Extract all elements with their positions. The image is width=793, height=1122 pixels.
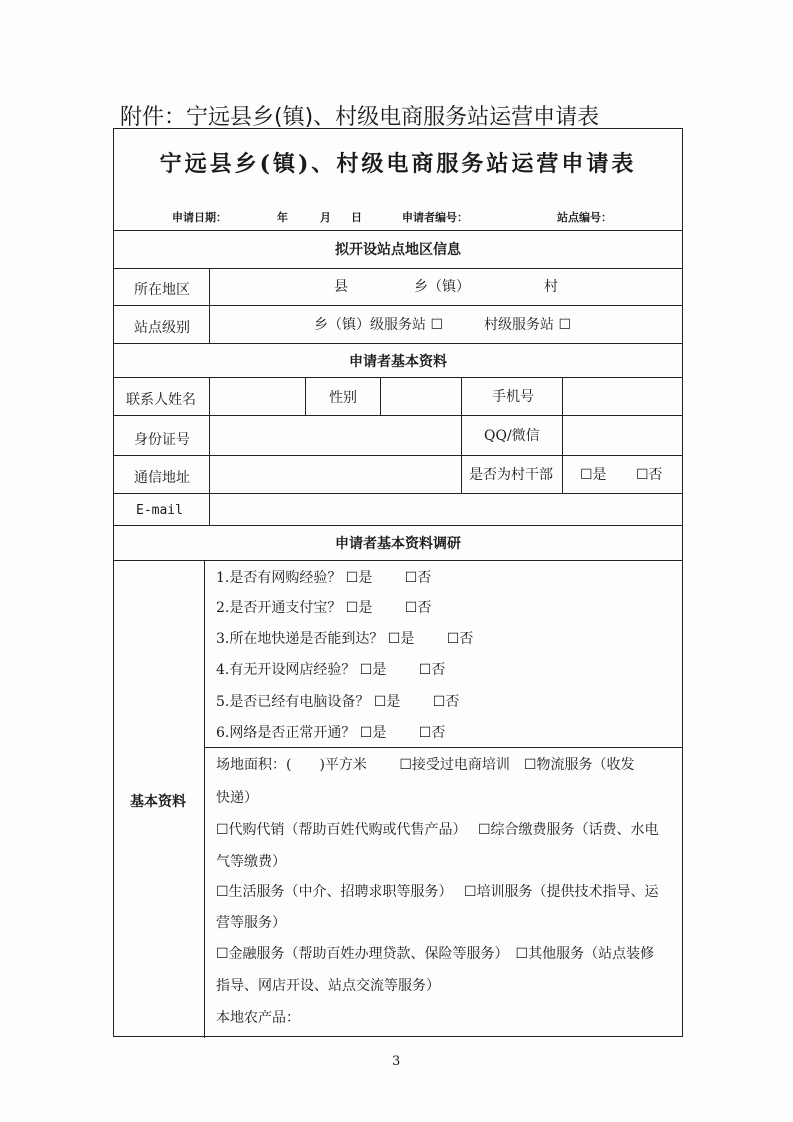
station-number-label: 站点编号：: [557, 211, 612, 224]
service-option-line[interactable]: 场地面积：( )平方米 ☐接受过电商培训 ☐物流服务（收发: [216, 757, 635, 773]
attachment-heading: 附件：宁远县乡(镇)、村级电商服务站运营申请表: [120, 105, 600, 130]
level-label: 站点级别: [134, 320, 190, 336]
region-label: 所在地区: [134, 282, 190, 298]
cadre-yes-checkbox[interactable]: ☐是: [580, 467, 607, 483]
cadre-no-checkbox[interactable]: ☐否: [636, 467, 663, 483]
section-site-info-title: 拟开设站点地区信息: [335, 242, 461, 258]
survey-question[interactable]: 1.是否有网购经验？ ☐是 ☐否: [216, 570, 432, 586]
applicant-number-label: 申请者编号：: [402, 211, 468, 224]
service-option-line[interactable]: ☐生活服务（中介、招聘求职等服务） ☐培训服务（提供技术指导、运: [216, 884, 659, 900]
village-field[interactable]: 村: [544, 279, 558, 295]
qq-label: QQ/微信: [484, 428, 540, 444]
section-survey-title: 申请者基本资料调研: [335, 536, 461, 552]
form-title: 宁远县乡(镇)、村级电商服务站运营申请表: [159, 151, 637, 177]
service-option-line: 指导、网店开设、站点交流等服务）: [216, 978, 440, 994]
phone-label: 手机号: [492, 389, 534, 405]
local-produce-field[interactable]: 本地农产品：: [216, 1010, 300, 1026]
day-label: 日: [351, 211, 362, 224]
cadre-label: 是否为村干部: [469, 467, 553, 483]
name-label: 联系人姓名: [126, 392, 196, 408]
basic-info-label: 基本资料: [130, 794, 186, 810]
service-option-line: 快递）: [216, 790, 258, 806]
page-number: 3: [392, 1054, 401, 1069]
month-label: 月: [320, 211, 331, 224]
survey-question[interactable]: 4.有无开设网店经验？ ☐是 ☐否: [216, 662, 446, 678]
survey-question[interactable]: 5.是否已经有电脑设备？ ☐是 ☐否: [216, 694, 460, 710]
survey-question[interactable]: 2.是否开通支付宝？ ☐是 ☐否: [216, 600, 432, 616]
section-applicant-title: 申请者基本资料: [349, 354, 447, 370]
level-town-checkbox[interactable]: 乡（镇）级服务站 ☐: [314, 317, 444, 333]
email-label: E-mail: [136, 503, 183, 518]
township-field[interactable]: 乡（镇）: [414, 279, 470, 295]
service-option-line: 气等缴费）: [216, 854, 286, 870]
level-village-checkbox[interactable]: 村级服务站 ☐: [484, 317, 572, 333]
gender-label: 性别: [329, 390, 357, 406]
county-field[interactable]: 县: [334, 279, 348, 295]
date-label: 申请日期：: [172, 211, 227, 224]
id-label: 身份证号: [134, 432, 190, 448]
year-label: 年: [277, 211, 288, 224]
address-label: 通信地址: [134, 470, 190, 486]
survey-question[interactable]: 6.网络是否正常开通？ ☐是 ☐否: [216, 725, 446, 741]
service-option-line[interactable]: ☐代购代销（帮助百姓代购或代售产品） ☐综合缴费服务（话费、水电: [216, 822, 659, 838]
survey-question[interactable]: 3.所在地快递是否能到达？ ☐是 ☐否: [216, 631, 474, 647]
service-option-line[interactable]: ☐金融服务（帮助百姓办理贷款、保险等服务） ☐其他服务（站点装修: [216, 946, 655, 962]
service-option-line: 营等服务）: [216, 915, 286, 931]
application-form-table: [113, 128, 683, 1037]
